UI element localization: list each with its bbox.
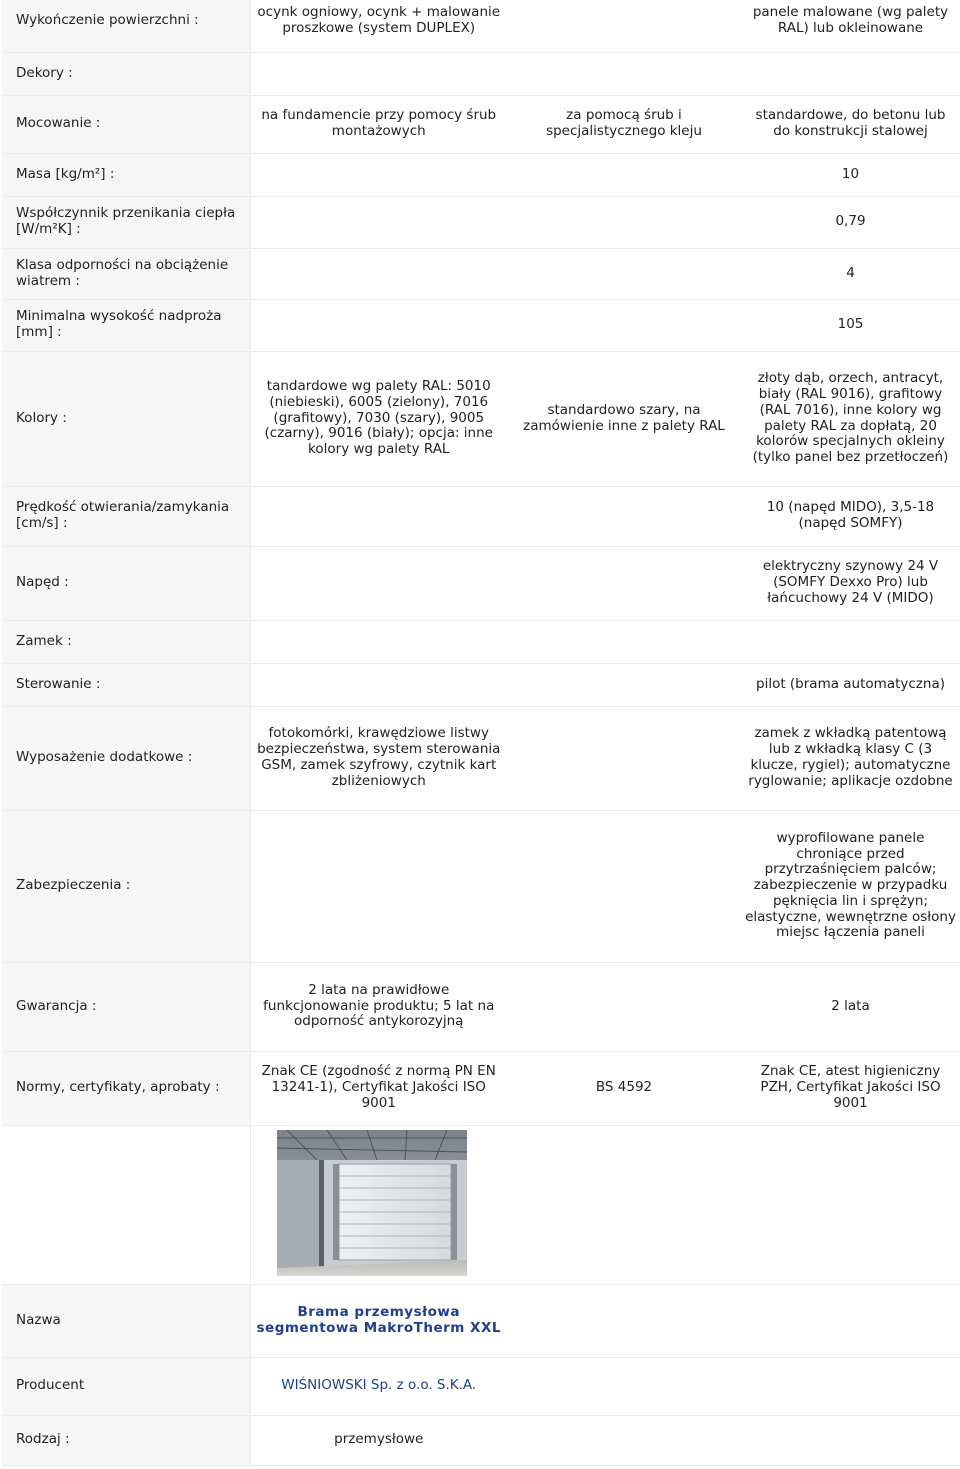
table-row — [2, 663, 960, 706]
cell-col2: standardowo szary, na zamówienie inne z palety RAL — [507, 351, 741, 486]
cell-col3: elektryczny szynowy 24 V (SOMFY Dexxo Pro) lub łańcuchowy 24 V (MIDO) — [741, 546, 960, 620]
row-label: Zamek : — [2, 620, 250, 663]
row-label: Sterowanie : — [2, 663, 250, 706]
photo-row-label — [2, 1125, 250, 1284]
row-label: Zabezpieczenia : — [2, 810, 250, 962]
cell-col1 — [250, 663, 507, 706]
cell-col1: ocynk ogniowy, ocynk + malowanie proszkowe (system DUPLEX) — [250, 0, 507, 52]
cell-col2 — [507, 196, 741, 248]
cell-col3: 2 lata — [741, 962, 960, 1051]
table-row — [2, 546, 960, 620]
product-name-cell — [250, 1284, 507, 1357]
row-label: Napęd : — [2, 546, 250, 620]
cell-col2 — [507, 486, 741, 546]
cell-col2 — [507, 299, 741, 351]
cell-col2 — [507, 153, 741, 196]
cell-col2: BS 4592 — [507, 1051, 741, 1125]
row-label: Klasa odporności na obciążenie wiatrem : — [2, 248, 250, 299]
cell-col2 — [507, 1357, 741, 1415]
row-label: Wyposażenie dodatkowe : — [2, 706, 250, 810]
row-label: Mocowanie : — [2, 95, 250, 153]
name-label: Nazwa — [2, 1284, 250, 1357]
type-value: przemysłowe — [250, 1415, 507, 1465]
cell-col1 — [250, 620, 507, 663]
row-label: Dekory : — [2, 52, 250, 95]
cell-col3 — [741, 52, 960, 95]
cell-col2 — [507, 248, 741, 299]
table-row — [2, 248, 960, 299]
cell-col3: złoty dąb, orzech, antracyt, biały (RAL 9016), grafitowy (RAL 7016), inne kolory wg palety RAL za dopłatą, 20 kolorów specjalnych okleiny (tylko panel bez przetłoczeń) — [741, 351, 960, 486]
table-row — [2, 962, 960, 1051]
cell-col3: Znak CE, atest higieniczny PZH, Certyfikat Jakości ISO 9001 — [741, 1051, 960, 1125]
table-row — [2, 486, 960, 546]
cell-col1 — [250, 196, 507, 248]
cell-col2 — [507, 1415, 741, 1465]
row-label: Prędkość otwierania/zamykania [cm/s] : — [2, 486, 250, 546]
table-row — [2, 1415, 960, 1465]
table-row — [2, 299, 960, 351]
cell-col3 — [741, 1284, 960, 1357]
table-row — [2, 810, 960, 962]
cell-col2 — [507, 1284, 741, 1357]
cell-col3: wyprofilowane panele chroniące przed przytrzaśnięciem palców; zabezpieczenie w przypadku pęknięcia lin i sprężyn; elastyczne, wewnętrzne osłony miejsc łączenia paneli — [741, 810, 960, 962]
type-label: Rodzaj : — [2, 1415, 250, 1465]
cell-col3 — [741, 1415, 960, 1465]
row-label: Wykończenie powierzchni : — [2, 0, 250, 52]
table-row — [2, 706, 960, 810]
spec-table — [2, 0, 960, 1466]
cell-col1 — [250, 299, 507, 351]
cell-col2 — [507, 663, 741, 706]
producer-label: Producent — [2, 1357, 250, 1415]
cell-col3: standardowe, do betonu lub do konstrukcji stalowej — [741, 95, 960, 153]
table-row — [2, 95, 960, 153]
cell-col2 — [507, 962, 741, 1051]
cell-col1 — [250, 248, 507, 299]
cell-col3 — [741, 620, 960, 663]
cell-col2 — [507, 52, 741, 95]
cell-col1 — [250, 52, 507, 95]
cell-col3: 4 — [741, 248, 960, 299]
cell-col2 — [507, 810, 741, 962]
cell-col3: 10 (napęd MIDO), 3,5-18 (napęd SOMFY) — [741, 486, 960, 546]
table-row — [2, 52, 960, 95]
cell-col3: 10 — [741, 153, 960, 196]
product-photo[interactable] — [277, 1130, 467, 1276]
cell-col1: tandardowe wg palety RAL: 5010 (niebieski), 6005 (zielony), 7016 (grafitowy), 7030 (szary), 9005 (czarny), 9016 (biały); opcja: inne kolory wg palety RAL — [250, 351, 507, 486]
product-name-link[interactable]: Brama przemysłowa segmentowa MakroTherm XXL — [256, 1303, 501, 1336]
cell-col3: zamek z wkładką patentową lub z wkładką klasy C (3 klucze, rygiel); automatyczne ryglowanie; aplikacje ozdobne — [741, 706, 960, 810]
cell-col3 — [741, 1357, 960, 1415]
table-row — [2, 1357, 960, 1415]
cell-col1: Znak CE (zgodność z normą PN EN 13241-1), Certyfikat Jakości ISO 9001 — [250, 1051, 507, 1125]
row-label: Gwarancja : — [2, 962, 250, 1051]
table-row — [2, 620, 960, 663]
producer-link[interactable]: WIŚNIOWSKI Sp. z o.o. S.K.A. — [281, 1377, 477, 1394]
table-row — [2, 153, 960, 196]
cell-col3: 105 — [741, 299, 960, 351]
table-row — [2, 0, 960, 52]
table-row — [2, 1284, 960, 1357]
table-row — [2, 351, 960, 486]
producer-cell — [250, 1357, 507, 1415]
cell-col2 — [507, 620, 741, 663]
table-row — [2, 196, 960, 248]
cell-col2 — [507, 0, 741, 52]
product-photo-cell — [250, 1125, 960, 1284]
cell-col2 — [507, 546, 741, 620]
cell-col1: 2 lata na prawidłowe funkcjonowanie produktu; 5 lat na odporność antykorozyjną — [250, 962, 507, 1051]
row-label: Normy, certyfikaty, aprobaty : — [2, 1051, 250, 1125]
table-row — [2, 1051, 960, 1125]
product-photo-row — [2, 1125, 960, 1284]
row-label: Minimalna wysokość nadproża [mm] : — [2, 299, 250, 351]
row-label: Kolory : — [2, 351, 250, 486]
cell-col3: panele malowane (wg palety RAL) lub okleinowane — [741, 0, 960, 52]
cell-col2 — [507, 706, 741, 810]
cell-col1 — [250, 486, 507, 546]
cell-col1: na fundamencie przy pomocy śrub montażowych — [250, 95, 507, 153]
cell-col1 — [250, 153, 507, 196]
cell-col3: 0,79 — [741, 196, 960, 248]
cell-col1 — [250, 810, 507, 962]
row-label: Współczynnik przenikania ciepła [W/m²K] : — [2, 196, 250, 248]
cell-col3: pilot (brama automatyczna) — [741, 663, 960, 706]
cell-col2: za pomocą śrub i specjalistycznego kleju — [507, 95, 741, 153]
row-label: Masa [kg/m²] : — [2, 153, 250, 196]
cell-col1 — [250, 546, 507, 620]
cell-col1: fotokomórki, krawędziowe listwy bezpieczeństwa, system sterowania GSM, zamek szyfrowy, czytnik kart zbliżeniowych — [250, 706, 507, 810]
